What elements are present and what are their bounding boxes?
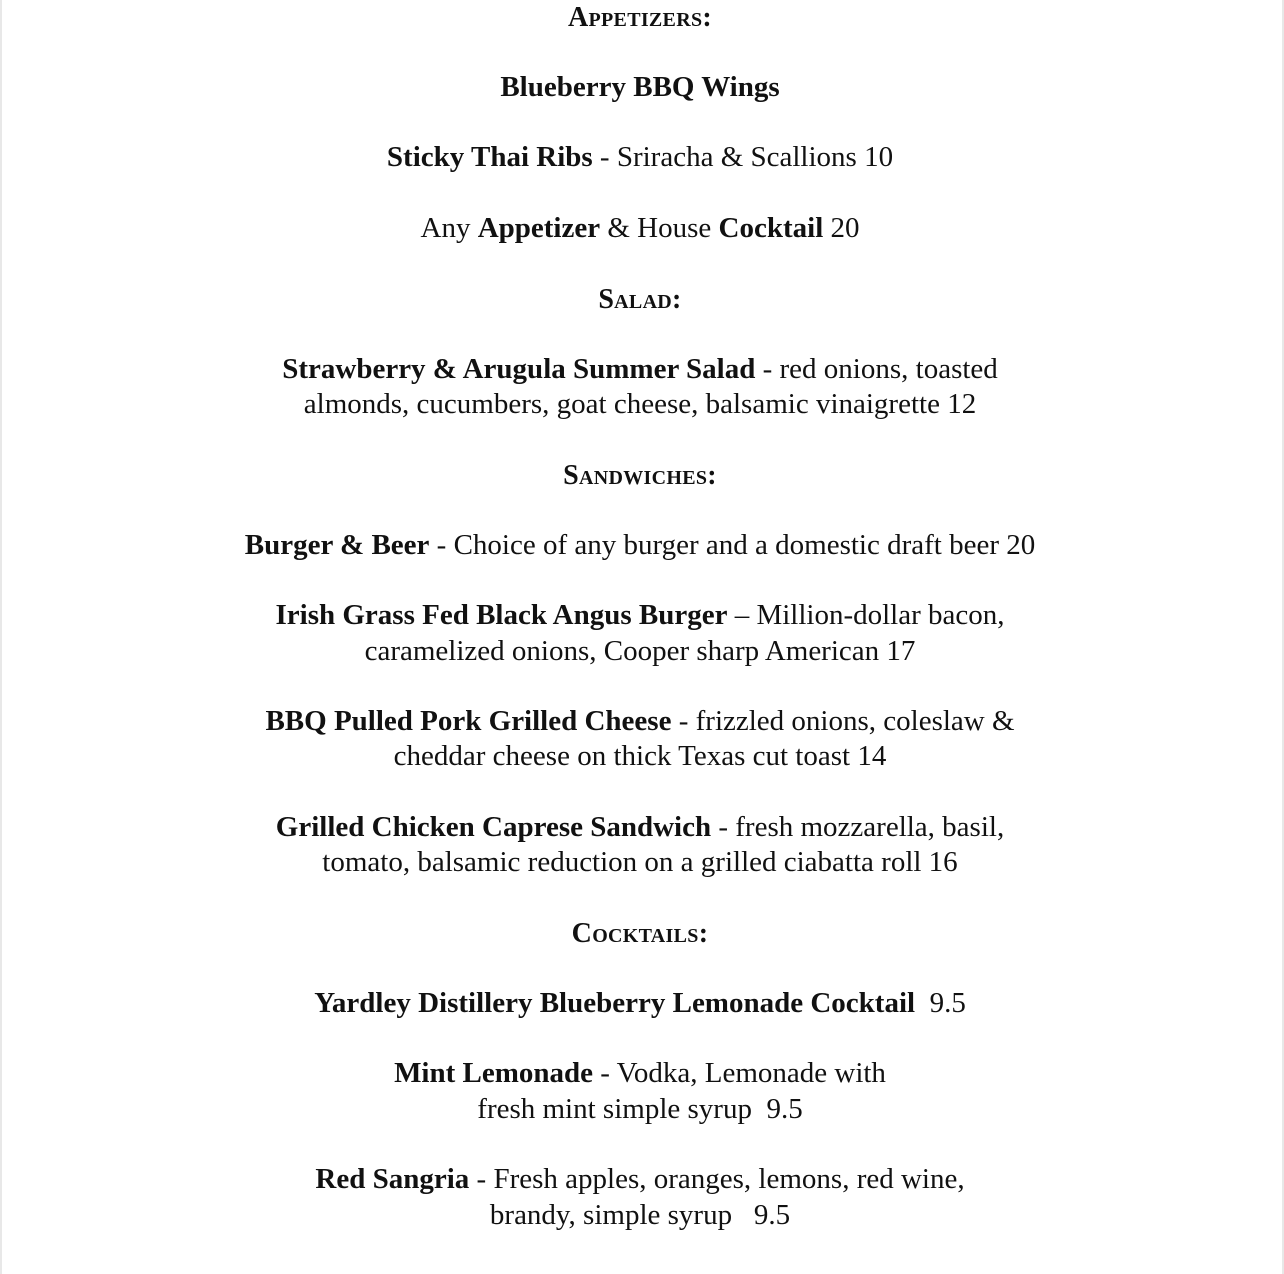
- cocktails-heading: Cocktails:: [571, 918, 709, 949]
- item-name: Mint Lemonade: [394, 1057, 594, 1089]
- menu-item-mint-lemonade-line2: fresh mint simple syrup 9.5: [477, 1093, 803, 1125]
- menu-item-red-sangria-line2: brandy, simple syrup 9.5: [489, 1199, 791, 1231]
- menu-item-sticky-thai-ribs: [0, 140, 1280, 175]
- item-description: - Choice of any burger and a domestic draft beer 20: [429, 529, 1036, 561]
- menu-item-chicken-caprese: [0, 810, 1280, 845]
- combo-bold-1: Appetizer: [477, 212, 601, 244]
- combo-bold-2: Cocktail: [718, 212, 824, 244]
- item-price: 9.5: [915, 987, 966, 1019]
- menu-item-strawberry-salad-line2: almonds, cucumbers, goat cheese, balsamic vinaigrette 12: [303, 388, 977, 420]
- item-name: Irish Grass Fed Black Angus Burger: [275, 599, 728, 631]
- menu-item-angus-burger-line2: caramelized onions, Cooper sharp American 17: [364, 635, 916, 667]
- appetizers-heading: Appetizers:: [568, 2, 712, 33]
- item-description: - red onions, toasted: [755, 353, 998, 385]
- item-name: Yardley Distillery Blueberry Lemonade Cocktail: [314, 987, 916, 1019]
- combo-text-3: 20: [823, 212, 860, 244]
- item-name: Grilled Chicken Caprese Sandwich: [275, 811, 712, 843]
- menu-item-blueberry-lemonade: [0, 986, 1280, 1021]
- item-name: Sticky Thai Ribs: [386, 141, 593, 173]
- item-description: – Million-dollar bacon,: [727, 599, 1005, 631]
- item-description: - frizzled onions, coleslaw &: [671, 705, 1015, 737]
- item-name: Burger & Beer: [244, 529, 430, 561]
- item-description: - Sriracha & Scallions 10: [592, 141, 894, 173]
- menu-item-bbq-grilled-cheese: [0, 704, 1280, 739]
- sandwiches-heading: Sandwiches:: [563, 460, 717, 491]
- item-name: Red Sangria: [315, 1163, 470, 1195]
- combo-text-2: & House: [600, 212, 719, 244]
- menu-item-bbq-grilled-cheese-line2: cheddar cheese on thick Texas cut toast 14: [393, 740, 887, 772]
- item-description: - Fresh apples, oranges, lemons, red wine,: [469, 1163, 965, 1195]
- item-name: BBQ Pulled Pork Grilled Cheese: [265, 705, 672, 737]
- menu-item-mint-lemonade: [0, 1056, 1280, 1091]
- item-name: Strawberry & Arugula Summer Salad: [282, 353, 756, 385]
- item-name: Blueberry BBQ Wings: [500, 71, 780, 103]
- item-description: - fresh mozzarella, basil,: [711, 811, 1005, 843]
- menu-item-appetizer-cocktail-combo: [0, 211, 1280, 246]
- menu-item-angus-burger: [0, 598, 1280, 633]
- menu-item-blueberry-bbq-wings: [0, 70, 1280, 105]
- menu-item-chicken-caprese-line2: tomato, balsamic reduction on a grilled ciabatta roll 16: [322, 846, 958, 878]
- menu-item-strawberry-salad: [0, 352, 1280, 387]
- menu-item-red-sangria: [0, 1162, 1280, 1197]
- menu-item-burger-beer: [0, 528, 1280, 563]
- item-description: - Vodka, Lemonade with: [593, 1057, 886, 1089]
- salad-heading: Salad:: [598, 284, 682, 315]
- combo-text-1: Any: [420, 212, 478, 244]
